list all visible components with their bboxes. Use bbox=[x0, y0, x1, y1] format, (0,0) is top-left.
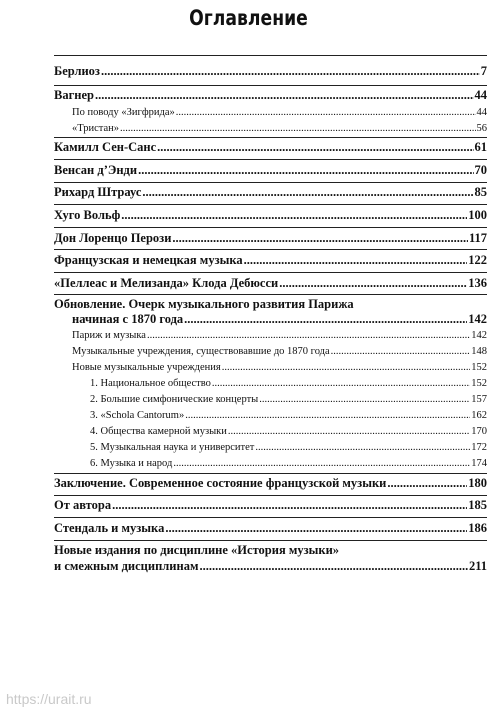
toc-page: 174 bbox=[471, 458, 487, 469]
toc-subentry[interactable] bbox=[72, 362, 487, 373]
toc-subsubentry[interactable] bbox=[90, 378, 487, 389]
watermark-url: https://urait.ru bbox=[6, 691, 92, 707]
toc-leader bbox=[120, 123, 475, 134]
toc-leader bbox=[212, 378, 470, 389]
toc-page: 122 bbox=[468, 253, 487, 267]
toc-page: 170 bbox=[471, 426, 487, 437]
toc-subentry[interactable] bbox=[72, 330, 487, 341]
toc-leader bbox=[165, 521, 467, 536]
toc-page: 142 bbox=[468, 312, 487, 326]
toc-subsubentry[interactable] bbox=[90, 410, 487, 421]
toc-label: Берлиоз bbox=[54, 64, 100, 78]
toc-subentry[interactable] bbox=[72, 107, 487, 118]
toc-label: Стендаль и музыка bbox=[54, 521, 165, 535]
toc-label: Рихард Штраус bbox=[54, 185, 142, 199]
toc-entry[interactable] bbox=[54, 559, 487, 574]
toc-label: Новые музыкальные учреждения bbox=[72, 362, 221, 373]
toc-leader bbox=[244, 253, 468, 268]
toc-subsubentry[interactable] bbox=[90, 442, 487, 453]
toc-page: 44 bbox=[474, 88, 487, 102]
toc-leader bbox=[199, 559, 467, 574]
toc-page: 100 bbox=[468, 208, 487, 222]
divider bbox=[54, 204, 487, 205]
toc-page: 157 bbox=[471, 394, 487, 405]
toc-label: и смежным дисциплинам bbox=[54, 559, 199, 573]
toc-leader bbox=[279, 276, 467, 291]
toc-page: 180 bbox=[468, 476, 487, 490]
toc-page: 136 bbox=[468, 276, 487, 290]
toc-entry[interactable] bbox=[54, 276, 487, 291]
toc-leader bbox=[172, 231, 468, 246]
toc-leader bbox=[222, 362, 471, 373]
toc-page: 211 bbox=[468, 559, 487, 573]
toc-leader bbox=[255, 442, 470, 453]
toc-page: 85 bbox=[474, 185, 487, 199]
toc-subsubentry[interactable] bbox=[90, 426, 487, 437]
toc-page: 44 bbox=[476, 107, 487, 118]
toc-label: По поводу «Зигфрида» bbox=[72, 107, 175, 118]
toc-leader bbox=[387, 476, 467, 491]
toc-subsubentry[interactable] bbox=[90, 394, 487, 405]
toc-entry[interactable] bbox=[54, 498, 487, 513]
toc-leader bbox=[185, 410, 470, 421]
divider bbox=[54, 227, 487, 228]
toc-entry[interactable] bbox=[54, 521, 487, 536]
toc-leader bbox=[259, 394, 470, 405]
toc-leader bbox=[95, 88, 474, 103]
toc-entry[interactable] bbox=[54, 476, 487, 491]
toc-page: 162 bbox=[471, 410, 487, 421]
toc-subentry[interactable] bbox=[72, 123, 487, 134]
toc-label: 5. Музыкальная наука и университет bbox=[90, 442, 255, 453]
toc-leader bbox=[228, 426, 470, 437]
toc-leader bbox=[142, 185, 473, 200]
toc-page: 148 bbox=[471, 346, 487, 357]
toc-label: 3. «Schola Cantorum» bbox=[90, 410, 185, 421]
toc-page: 7 bbox=[480, 64, 487, 78]
toc-leader bbox=[176, 107, 476, 118]
toc-entry-wagner[interactable] bbox=[54, 88, 487, 103]
divider bbox=[54, 159, 487, 160]
divider bbox=[54, 294, 487, 295]
divider bbox=[54, 249, 487, 250]
toc-entry[interactable] bbox=[54, 185, 487, 200]
toc-leader bbox=[147, 330, 470, 341]
divider bbox=[54, 473, 487, 474]
toc-leader bbox=[184, 312, 467, 327]
page-title: Оглавление bbox=[189, 6, 308, 30]
toc-entry[interactable] bbox=[54, 140, 487, 155]
toc-leader bbox=[157, 140, 473, 155]
toc-entry[interactable] bbox=[54, 163, 487, 178]
toc-page: 152 bbox=[471, 378, 487, 389]
toc-label: Музыкальные учреждения, существовавшие до 1870 года bbox=[72, 346, 330, 357]
toc-label: 4. Общества камерной музыки bbox=[90, 426, 227, 437]
toc-label: «Пеллеас и Мелизанда» Клода Дебюсси bbox=[54, 276, 279, 290]
toc-page: 172 bbox=[471, 442, 487, 453]
divider bbox=[54, 182, 487, 183]
toc-page: 117 bbox=[468, 231, 487, 245]
toc-page: 70 bbox=[474, 163, 487, 177]
toc-leader bbox=[138, 163, 473, 178]
divider bbox=[54, 85, 487, 86]
divider bbox=[54, 517, 487, 518]
toc-entry-line1[interactable]: Обновление. Очерк музыкального развития Парижа bbox=[54, 297, 354, 311]
toc-entry-line1[interactable]: Новые издания по дисциплине «История музыки» bbox=[54, 543, 340, 557]
divider bbox=[54, 55, 487, 56]
toc-entry[interactable] bbox=[72, 312, 487, 327]
toc-leader bbox=[101, 64, 480, 79]
toc-leader bbox=[173, 458, 470, 469]
toc-subsubentry[interactable] bbox=[90, 458, 487, 469]
toc-label: 2. Большие симфонические концерты bbox=[90, 394, 259, 405]
toc-subentry[interactable] bbox=[72, 346, 487, 357]
toc-label: Хуго Вольф bbox=[54, 208, 121, 222]
toc-leader bbox=[121, 208, 467, 223]
divider bbox=[54, 540, 487, 541]
divider bbox=[54, 137, 487, 138]
toc-label: Дон Лоренцо Перози bbox=[54, 231, 172, 245]
toc-page: 186 bbox=[468, 521, 487, 535]
toc-label: Венсан д’Энди bbox=[54, 163, 138, 177]
toc-label: 1. Национальное общество bbox=[90, 378, 211, 389]
toc-label: начиная с 1870 года bbox=[72, 312, 184, 326]
toc-label: Заключение. Современное состояние французской музыки bbox=[54, 476, 387, 490]
toc-page: 142 bbox=[471, 330, 487, 341]
toc-entry[interactable] bbox=[54, 253, 487, 268]
toc-page: 185 bbox=[468, 498, 487, 512]
toc-label: Париж и музыка bbox=[72, 330, 146, 341]
toc-label: 6. Музыка и народ bbox=[90, 458, 173, 469]
toc-leader bbox=[112, 498, 467, 513]
divider bbox=[54, 272, 487, 273]
divider bbox=[54, 495, 487, 496]
toc-page: 61 bbox=[474, 140, 487, 154]
toc-page: 56 bbox=[476, 123, 487, 134]
toc-label: От автора bbox=[54, 498, 112, 512]
toc-label: Вагнер bbox=[54, 88, 94, 102]
toc-label: Французская и немецкая музыка bbox=[54, 253, 243, 267]
toc-entry[interactable] bbox=[54, 231, 487, 246]
toc-label: Камилл Сен-Санс bbox=[54, 140, 157, 154]
toc-label: «Тристан» bbox=[72, 123, 120, 134]
toc-page: 152 bbox=[471, 362, 487, 373]
toc-leader bbox=[331, 346, 471, 357]
toc-entry-berlioz[interactable] bbox=[54, 64, 487, 79]
toc-entry[interactable] bbox=[54, 208, 487, 223]
